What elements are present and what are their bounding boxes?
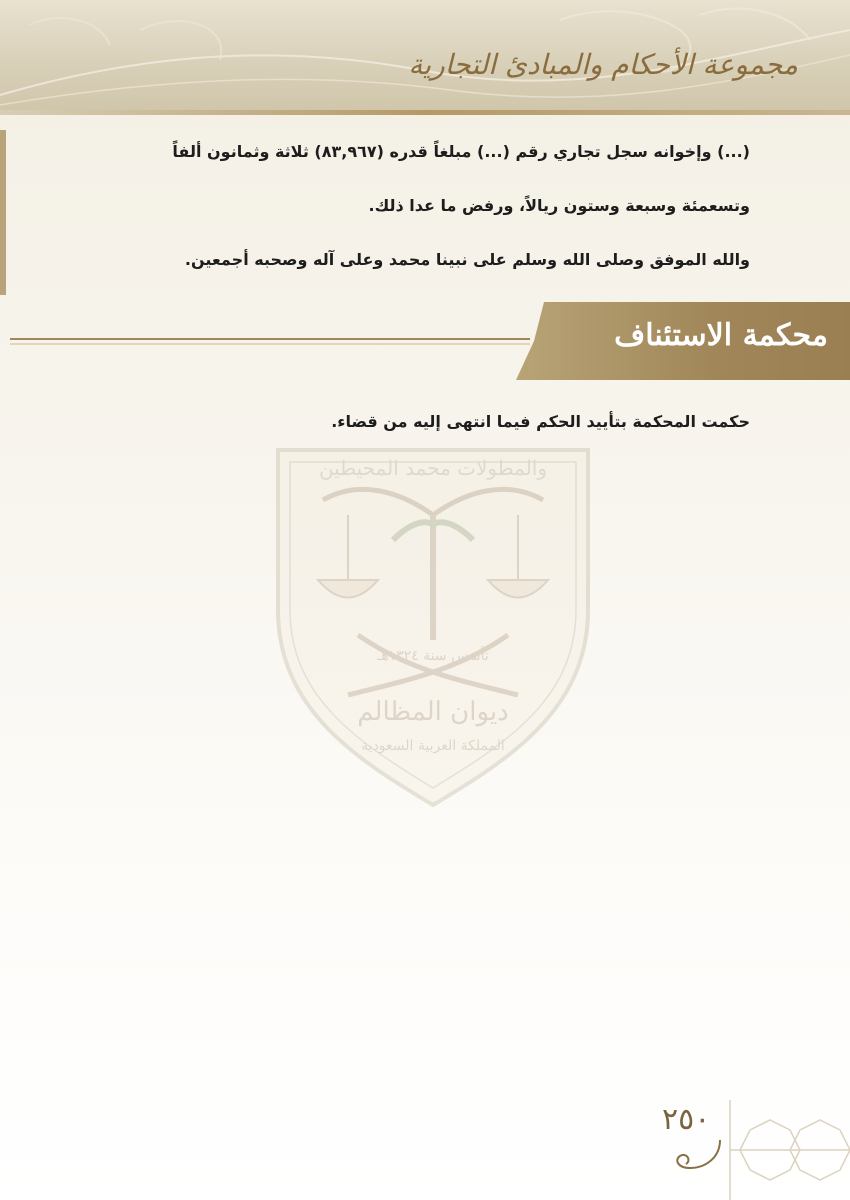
emblem-country: المملكة العربية السعودية <box>361 738 505 754</box>
emblem-year-text: تأسس سنة ١٣٢٤هـ <box>377 648 489 664</box>
body-paragraph-2: وتسعمئة وسبعة وستون ريالاً، ورفض ما عدا ذلك. <box>368 196 750 215</box>
emblem-top-text: والمطولات محمد المحيطين <box>318 456 548 480</box>
header-title: مجموعة الأحكام والمبادئ التجارية <box>408 48 798 81</box>
section-paragraph: حكمت المحكمة بتأييد الحكم فيما انتهى إليه من قضاء. <box>331 412 750 431</box>
emblem-name: ديوان المظالم <box>357 697 509 727</box>
page-number-flourish <box>660 1138 730 1178</box>
header-divider <box>0 110 850 115</box>
body-paragraph-1: (...) وإخوانه سجل تجاري رقم (...) مبلغاً قدره (٨٣,٩٦٧) ثلاثة وثمانون ألفاً <box>172 142 750 161</box>
section-title: محكمة الاستئناف <box>614 318 828 353</box>
page-header <box>0 0 850 115</box>
page-number: ٢٥٠ <box>662 1102 711 1137</box>
body-paragraph-3: والله الموفق وصلى الله وسلم على نبينا محمد وعلى آله وصحبه أجمعين. <box>184 250 750 269</box>
court-emblem-watermark <box>268 420 598 810</box>
section-divider-line <box>10 336 530 346</box>
left-edge-bar <box>0 130 6 295</box>
